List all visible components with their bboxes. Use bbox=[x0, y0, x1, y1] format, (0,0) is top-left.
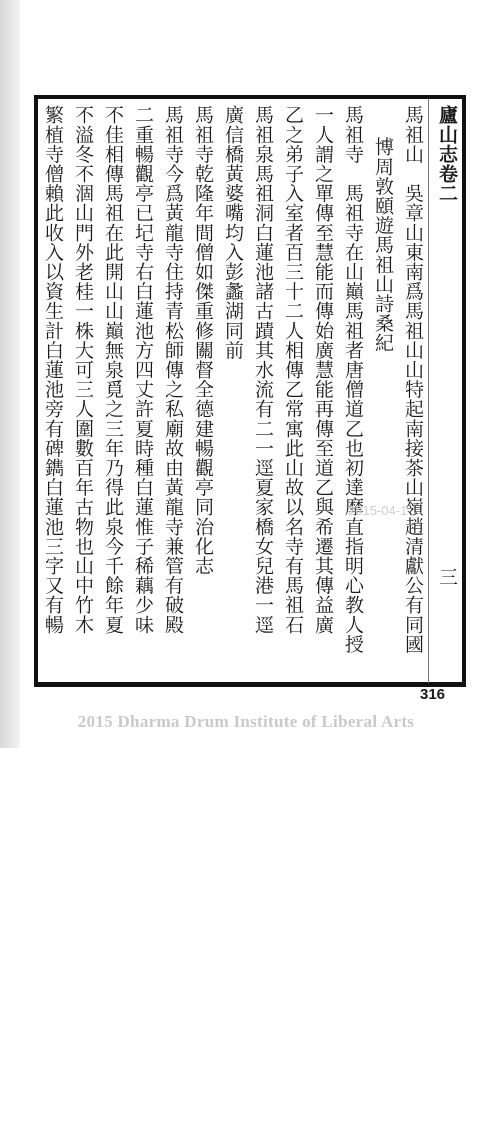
watermark: 2015 Dharma Drum Institute of Liberal Arts bbox=[77, 712, 415, 731]
text-column-13: 繁植寺僧賴此收入以資生計白蓮池旁有碑鐫白蓮池三字又有暢 bbox=[42, 105, 64, 635]
text-column-7: 廣信橋黃婆嘴均入彭蠡湖同前 bbox=[222, 105, 244, 360]
text-column-10: 二重暢觀亭已圮寺右白蓮池方四丈許夏時種白蓮惟子稀藕少味 bbox=[132, 105, 154, 635]
text-frame bbox=[34, 95, 466, 687]
text-column-6: 馬祖泉馬祖洞白蓮池諸古蹟其水流有二一逕夏家橋女兒港一逕 bbox=[252, 105, 274, 635]
text-column-5: 乙之弟子入室者百三十二人相傳乙常寓此山故以名寺有馬祖石 bbox=[282, 105, 304, 635]
scan-shadow bbox=[0, 0, 20, 748]
text-column-2: 博周敦頤遊馬祖山詩桑紀 bbox=[372, 137, 394, 353]
header-title: 廬山志 bbox=[436, 105, 458, 164]
text-column-4: 一人謂之單傳至慧能而傳始廣慧能再傳至道乙與希遷其傳益廣 bbox=[312, 105, 334, 635]
text-column-12: 不溢冬不涸山門外老桂一株大可三人圍數百年古物也山中竹木 bbox=[72, 105, 94, 635]
text-column-11: 不佳相傳馬祖在此開山山巔無泉覓之三年乃得此泉今千餘年夏 bbox=[102, 105, 124, 635]
text-column-3: 馬祖寺 馬祖寺在山巔馬祖者唐僧道乙也初達摩直指明心教人授 bbox=[342, 105, 364, 654]
header-leaf: 三 bbox=[436, 567, 458, 587]
column-rule bbox=[428, 99, 429, 683]
text-column-8: 馬祖寺乾隆年間僧如傑重修關督全德建暢觀亭同治化志 bbox=[192, 105, 214, 576]
date-stamp: 2015-04-1 bbox=[348, 503, 408, 518]
page-number: 316 bbox=[420, 686, 446, 703]
text-column-9: 馬祖寺今爲黃龍寺住持青松師傳之私廟故由黃龍寺兼管有破殿 bbox=[162, 105, 184, 635]
text-column-1: 馬祖山 吳章山東南爲馬祖山山特起南接茶山嶺趙清獻公有同國 bbox=[402, 105, 424, 654]
header-volume: 卷二 bbox=[436, 163, 458, 204]
